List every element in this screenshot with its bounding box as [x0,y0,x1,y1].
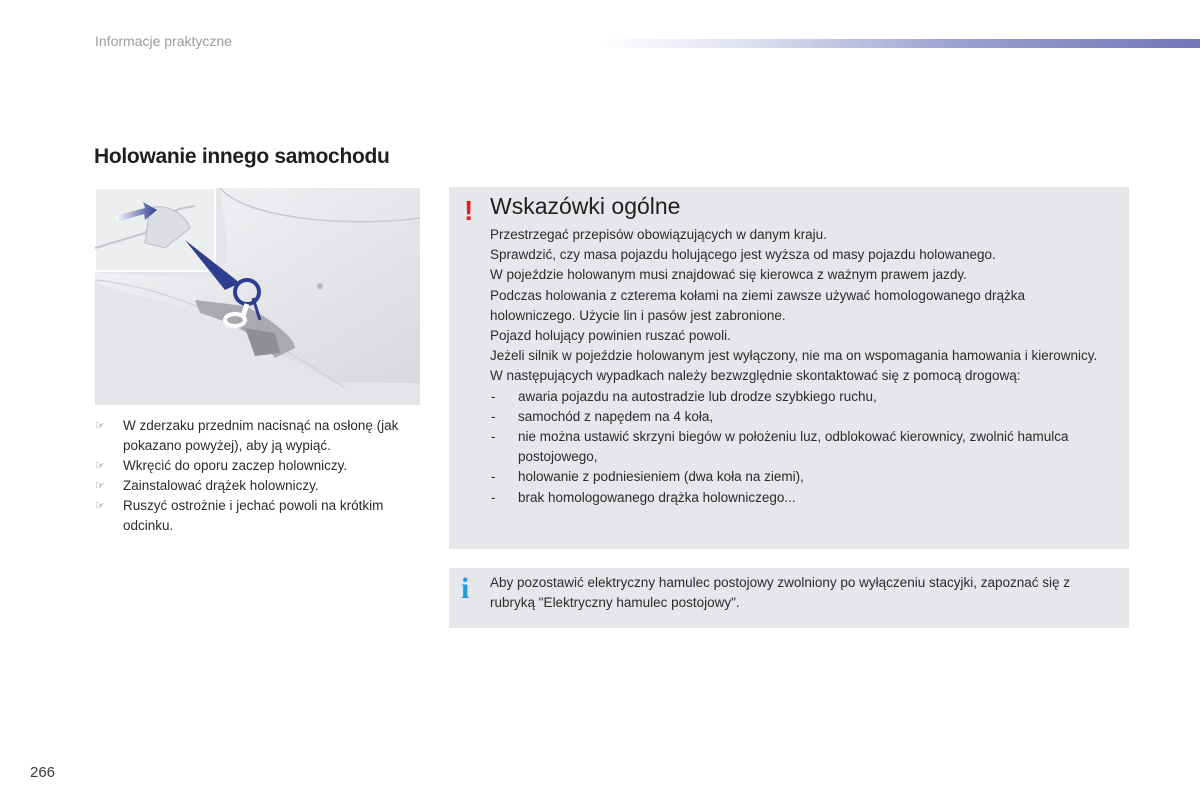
steps-list [95,416,425,536]
info-text: Aby pozostawić elektryczny hamulec postojowy zwolniony po wyłączeniu stacyjki, zapoznać się z rubryką "Elektryczny hamulec postojowy". [490,575,1071,611]
info-icon: i [461,572,470,605]
warning-paragraph: W pojeździe holowanym musi znajdować się kierowca z ważnym prawem jazdy. [490,267,967,283]
list-item: ☞ Ruszyć ostrożnie i jechać powoli na krótkim odcinku. [95,498,384,533]
list-item: ☞ Wkręcić do oporu zaczep holowniczy. [95,456,425,476]
warning-paragraph: W następujących wypadkach należy bezwzględnie skontaktować się z pomocą drogową: [490,368,1021,384]
list-item: - holowanie z podniesieniem (dwa koła na ziemi), [491,469,804,485]
warning-body [490,225,1110,508]
hand-pointer-icon: ☞ [95,420,105,432]
warning-paragraph: Sprawdzić, czy masa pojazdu holującego jest wyższa od masy pojazdu holowanego. [490,247,996,263]
list-item: - awaria pojazdu na autostradzie lub drodze szybkiego ruchu, [491,388,877,404]
warning-paragraph: Przestrzegać przepisów obowiązujących w danym kraju. [490,227,827,242]
warning-paragraph: Pojazd holujący powinien ruszać powoli. [490,328,731,344]
warning-paragraph: Podczas holowania z czterema kołami na ziemi zawsze używać homologowanego drążka holowniczego. Użycie lin i pasów jest zabronione. [490,287,1026,323]
running-header: Informacje praktyczne [95,33,232,49]
list-item: - samochód z napędem na 4 koła, [491,408,714,424]
towing-eye-illustration [95,188,420,405]
warning-paragraph: Jeżeli silnik w pojeździe holowanym jest wyłączony, nie ma on wspomagania hamowania i kierownicy. [490,348,1098,364]
hand-pointer-icon: ☞ [95,480,105,492]
page-number: 266 [30,764,56,781]
section-title: Holowanie innego samochodu [94,145,390,168]
warning-box [449,187,1129,549]
hand-pointer-icon: ☞ [95,500,105,512]
exclamation-icon: ! [464,195,474,226]
list-item: ☞ W zderzaku przednim nacisnąć na osłonę (jak pokazano powyżej), aby ją wypiąć. [95,418,399,453]
warning-title: Wskazówki ogólne [490,193,681,219]
list-item: - nie można ustawić skrzyni biegów w położeniu luz, odblokować kierownicy, zwolnić hamulca postojowego, [491,429,1069,465]
list-item: - brak homologowanego drążka holowniczego... [491,489,796,505]
header-accent-bar [600,39,1200,48]
info-box [449,568,1129,628]
assistance-cases-list [490,387,1110,508]
hand-pointer-icon: ☞ [95,460,105,472]
list-item: ☞ Zainstalować drążek holowniczy. [95,476,425,496]
